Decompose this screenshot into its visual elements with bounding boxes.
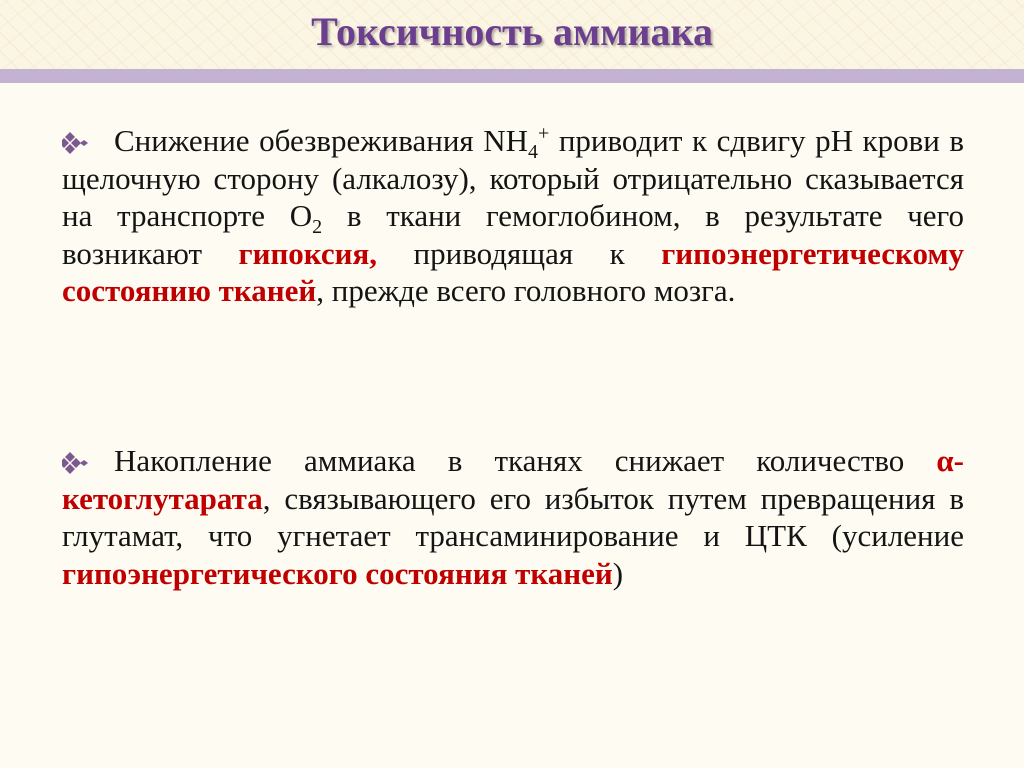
diamond-bullet-icon bbox=[62, 452, 90, 474]
bullet-1-subscript-2: 2 bbox=[312, 216, 323, 239]
highlight-hypoenergetic-state-2: гипоэнергетического состояния тканей bbox=[62, 555, 613, 591]
bullet-1-text-5: , прежде всего головного мозга. bbox=[316, 273, 736, 308]
bullet-paragraph-1 bbox=[62, 122, 964, 310]
title-divider-bar bbox=[0, 69, 1024, 83]
bullet-1-text-3: в ткани гемоглобином, в результате чего возникают bbox=[62, 198, 964, 271]
bullet-paragraph-2 bbox=[62, 442, 964, 592]
bullet-1-text-2: приводит к сдвигу рН крови в щелочную сторону (алкалозу), который отрицательно сказывается на транспорте O bbox=[62, 123, 964, 233]
bullet-2-text-2: , связывающего его избыток путем превращения в глутамат, что угнетает трансаминирование и ЦТК (усиление bbox=[62, 480, 964, 553]
slide-title: Токсичность аммиака bbox=[311, 9, 713, 54]
bullet-2-text-3: ) bbox=[612, 555, 624, 591]
bullet-1-subscript-4: 4 bbox=[528, 141, 538, 164]
bullet-1-text-1: Снижение обезвреживания NH bbox=[114, 123, 528, 158]
highlight-hypoxia: гипоксия, bbox=[238, 235, 378, 271]
diamond-bullet-icon bbox=[62, 132, 90, 154]
bullet-1-superscript-plus: + bbox=[538, 122, 550, 145]
highlight-alpha-ketoglutarate: α-кетоглутарата bbox=[62, 443, 964, 516]
bullet-2-text-1: Накопление аммиака в тканях снижает количество bbox=[114, 443, 937, 478]
bullet-1-text-4: приводящая к bbox=[377, 235, 662, 271]
highlight-hypoenergetic-state: гипоэнергетическому состоянию тканей bbox=[62, 235, 965, 308]
